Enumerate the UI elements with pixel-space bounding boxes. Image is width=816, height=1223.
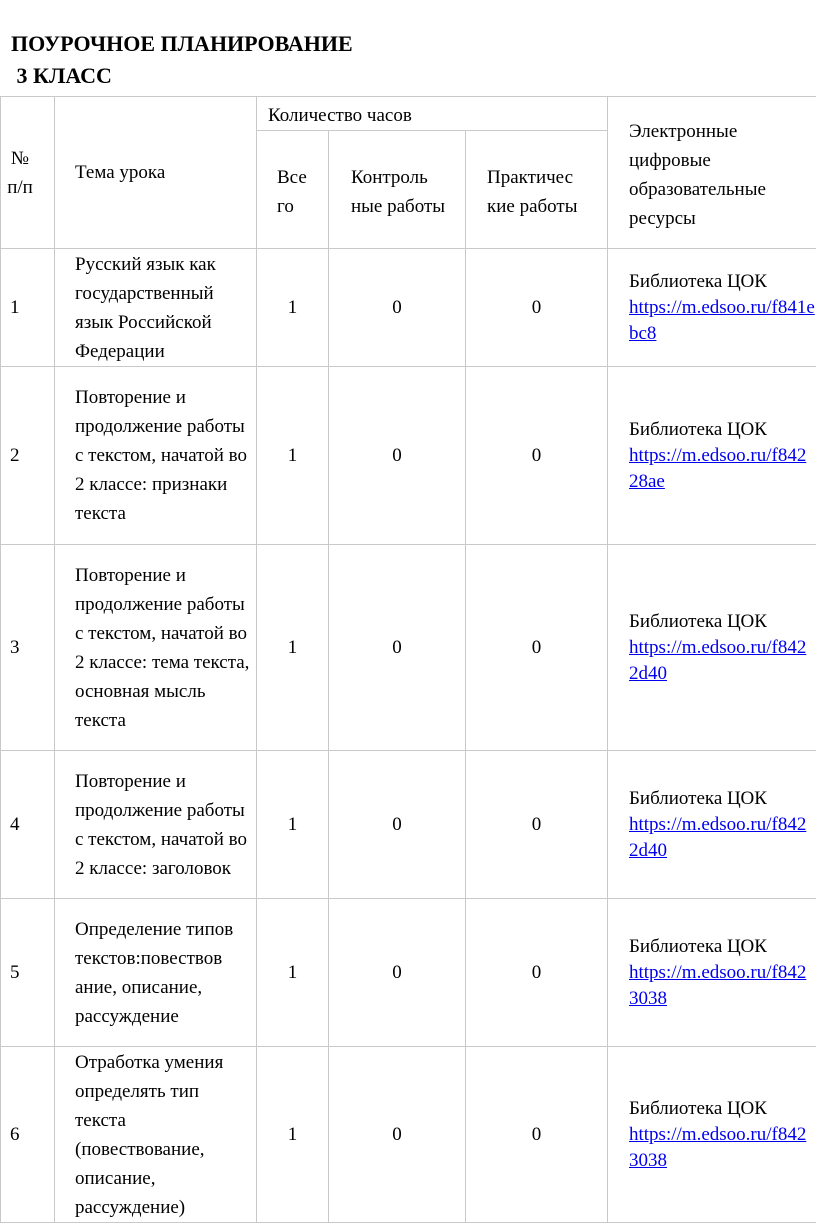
row-practical-works: 0 [466,367,608,545]
title-line-1: ПОУРОЧНОЕ ПЛАНИРОВАНИЕ [11,31,353,56]
row-number: 1 [1,249,55,367]
row-resources [608,751,816,899]
table-row [1,1047,816,1223]
row-total-hours: 1 [257,545,329,751]
table-row [1,249,816,367]
resource-library-label: Библиотека ЦОК [629,418,767,440]
row-control-works: 0 [329,1047,466,1223]
row-total-hours: 1 [257,367,329,545]
row-control-works: 0 [329,751,466,899]
header-total: Все го [257,131,329,249]
row-number: 6 [1,1047,55,1223]
resource-link[interactable]: https://m.edsoo.ru/f8423038 [629,961,807,1009]
header-num: № п/п [1,97,55,249]
header-control: Контроль ные работы [329,131,466,249]
row-control-works: 0 [329,899,466,1047]
row-resources [608,545,816,751]
resource-library-label: Библиотека ЦОК [629,610,767,632]
row-number: 3 [1,545,55,751]
resource-link[interactable]: https://m.edsoo.ru/f8422d40 [629,813,807,861]
resource-library-label: Библиотека ЦОК [629,935,767,957]
row-resources [608,899,816,1047]
row-control-works: 0 [329,249,466,367]
row-total-hours: 1 [257,899,329,1047]
header-practical: Практичес кие работы [466,131,608,249]
resource-link[interactable]: https://m.edsoo.ru/f841ebc8 [629,296,815,344]
header-topic: Тема урока [55,97,257,249]
row-number: 2 [1,367,55,545]
resource-link[interactable]: https://m.edsoo.ru/f84228ae [629,444,807,492]
row-resources [608,249,816,367]
resource-library-label: Библиотека ЦОК [629,787,767,809]
row-total-hours: 1 [257,751,329,899]
page-title [11,28,353,92]
row-topic: Повторение и продолжение работы с текстом, начатой во 2 классе: заголовок [55,751,257,899]
resource-link[interactable]: https://m.edsoo.ru/f8423038 [629,1123,807,1171]
row-practical-works: 0 [466,1047,608,1223]
row-total-hours: 1 [257,249,329,367]
row-control-works: 0 [329,545,466,751]
table-row [1,751,816,899]
row-control-works: 0 [329,367,466,545]
row-practical-works: 0 [466,899,608,1047]
header-hours-group: Количество часов [257,97,608,131]
table-row [1,367,816,545]
row-resources [608,367,816,545]
row-topic: Повторение и продолжение работы с текстом, начатой во 2 классе: признаки текста [55,367,257,545]
resource-link[interactable]: https://m.edsoo.ru/f8422d40 [629,636,807,684]
resource-library-label: Библиотека ЦОК [629,1097,767,1119]
row-topic: Русский язык как государственный язык Российской Федерации [55,249,257,367]
row-resources [608,1047,816,1223]
row-topic: Повторение и продолжение работы с текстом, начатой во 2 классе: тема текста, основная мысль текста [55,545,257,751]
header-resources: Электронные цифровые образовательные ресурсы [608,97,816,249]
row-practical-works: 0 [466,751,608,899]
row-topic: Определение типов текстов:повествов ание, описание, рассуждение [55,899,257,1047]
row-number: 4 [1,751,55,899]
row-practical-works: 0 [466,249,608,367]
title-line-2: 3 КЛАСС [11,63,112,88]
lesson-plan-table [0,96,816,1223]
row-topic: Отработка умения определять тип текста (повествование, описание, рассуждение) [55,1047,257,1223]
row-total-hours: 1 [257,1047,329,1223]
table-row [1,545,816,751]
resource-library-label: Библиотека ЦОК [629,270,767,292]
table-row [1,899,816,1047]
row-practical-works: 0 [466,545,608,751]
row-number: 5 [1,899,55,1047]
